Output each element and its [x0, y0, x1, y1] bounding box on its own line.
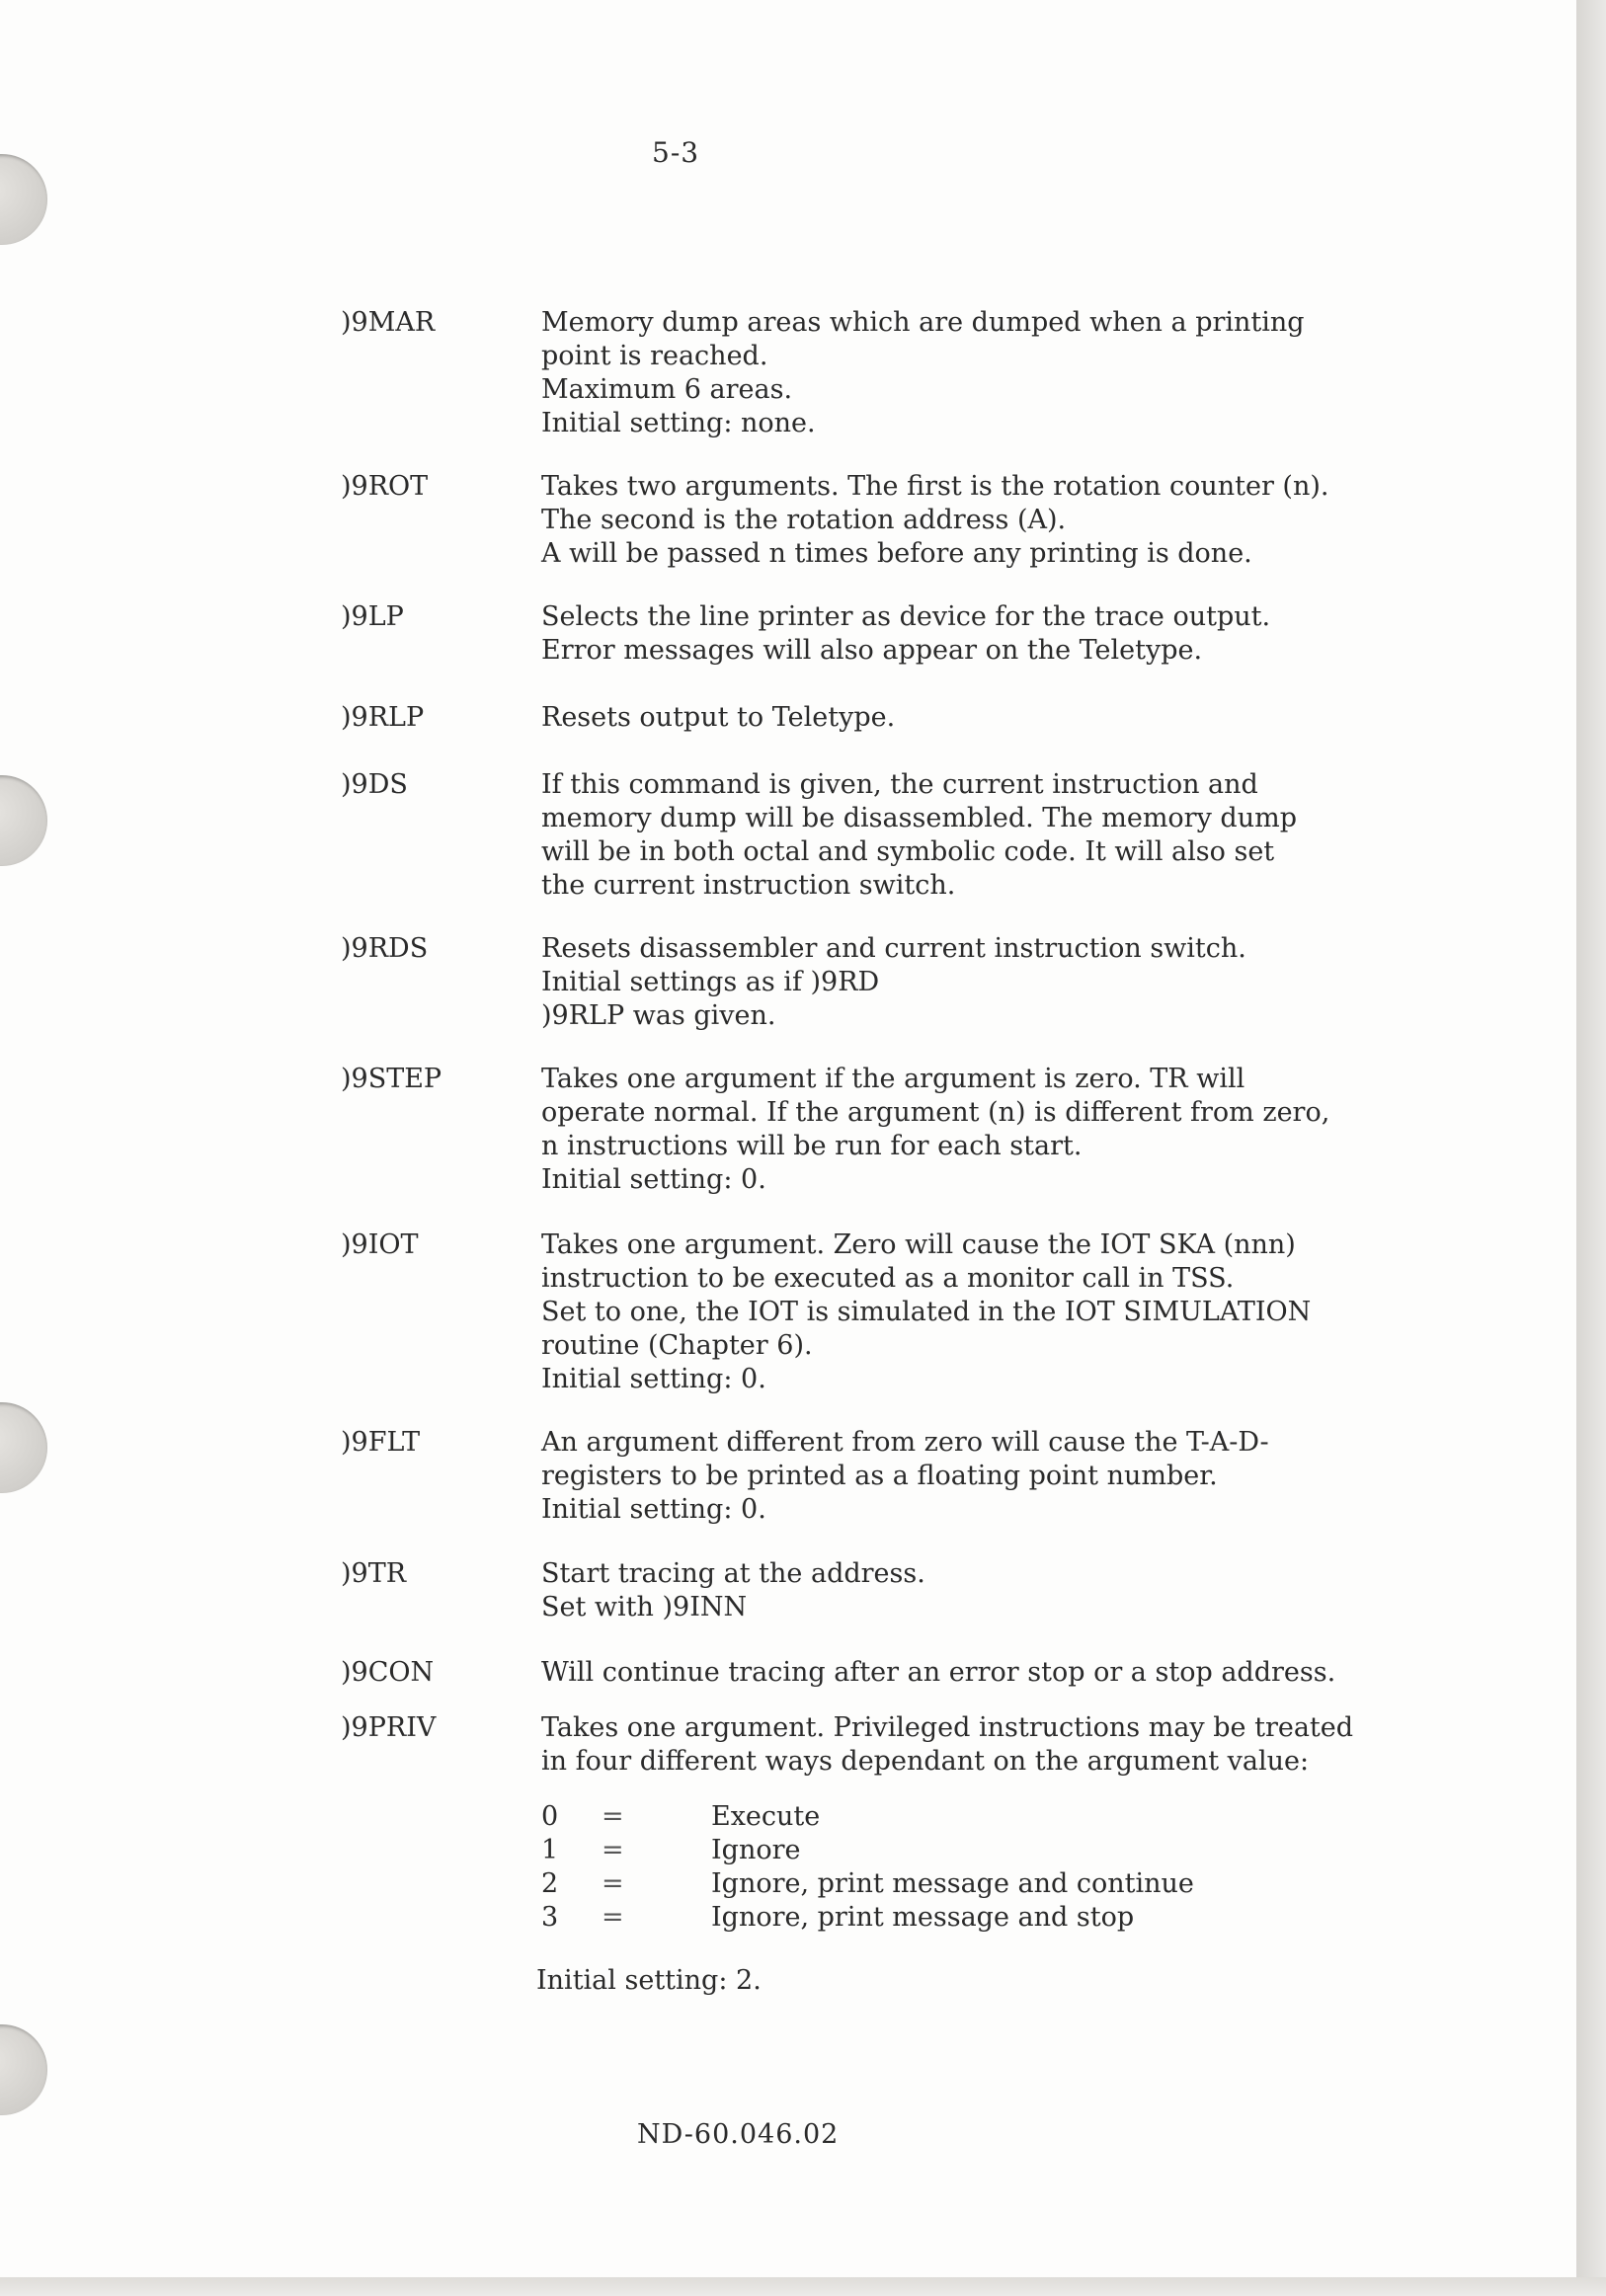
description-line: routine (Chapter 6).: [541, 1330, 813, 1361]
description-line: Takes two arguments. The first is the rotation counter (n).: [541, 471, 1329, 502]
description-line: Resets output to Teletype.: [541, 702, 896, 733]
option-equals: =: [602, 1902, 624, 1933]
description-line: Takes one argument. Privileged instructions may be treated: [541, 1712, 1354, 1743]
command-name: )9MAR: [341, 307, 436, 338]
command-description: [541, 1426, 1450, 1527]
page-bottom-edge: [0, 2277, 1606, 2296]
description-line: Initial setting: 0.: [541, 1494, 766, 1525]
description-line: instruction to be executed as a monitor call in TSS.: [541, 1263, 1235, 1294]
priv-initial-setting: Initial setting: 2.: [536, 1965, 762, 1996]
command-name: )9CON: [341, 1657, 435, 1688]
option-value: 2: [541, 1868, 559, 1899]
description-line: An argument different from zero will cause the T-A-D-: [541, 1427, 1269, 1458]
description-line: Maximum 6 areas.: [541, 374, 793, 405]
description-line: registers to be printed as a floating point number.: [541, 1461, 1218, 1491]
option-description: Ignore, print message and continue: [711, 1868, 1194, 1899]
command-name: )9STEP: [341, 1064, 442, 1094]
command-description: [541, 470, 1450, 571]
description-line: Set with )9INN: [541, 1592, 748, 1623]
description-line: Initial setting: none.: [541, 408, 816, 438]
description-line: Selects the line printer as device for the trace output.: [541, 601, 1271, 632]
command-description: [541, 768, 1450, 903]
description-line: Memory dump areas which are dumped when a printing: [541, 307, 1305, 338]
description-line: Start tracing at the address.: [541, 1558, 925, 1589]
description-line: )9RLP was given.: [541, 1000, 776, 1031]
command-name: )9TR: [341, 1558, 407, 1589]
option-description: Ignore: [711, 1835, 801, 1865]
command-description: [541, 600, 1450, 668]
option-equals: =: [602, 1801, 624, 1832]
command-description: [541, 932, 1450, 1033]
description-line: will be in both octal and symbolic code. It will also set: [541, 836, 1275, 867]
description-line: Will continue tracing after an error stop or a stop address.: [541, 1657, 1336, 1688]
command-name: )9FLT: [341, 1427, 421, 1458]
description-line: Set to one, the IOT is simulated in the IOT SIMULATION: [541, 1297, 1312, 1327]
command-description: [541, 1711, 1450, 1779]
description-line: Takes one argument if the argument is zero. TR will: [541, 1064, 1245, 1094]
command-name: )9PRIV: [341, 1712, 437, 1743]
description-line: Takes one argument. Zero will cause the IOT SKA (nnn): [541, 1229, 1296, 1260]
description-line: Initial setting: 0.: [541, 1364, 766, 1394]
description-line: memory dump will be disassembled. The memory dump: [541, 803, 1297, 833]
command-name: )9IOT: [341, 1229, 419, 1260]
description-line: If this command is given, the current instruction and: [541, 769, 1258, 800]
command-description: [541, 1228, 1450, 1396]
command-description: [541, 1063, 1450, 1197]
description-line: Error messages will also appear on the Teletype.: [541, 635, 1203, 666]
description-line: A will be passed n times before any printing is done.: [541, 538, 1252, 569]
option-value: 1: [541, 1835, 559, 1865]
command-name: )9LP: [341, 601, 404, 632]
option-value: 0: [541, 1801, 559, 1832]
description-line: in four different ways dependant on the argument value:: [541, 1746, 1310, 1777]
description-line: Initial setting: 0.: [541, 1164, 766, 1195]
option-description: Ignore, print message and stop: [711, 1902, 1135, 1933]
command-name: )9ROT: [341, 471, 429, 502]
description-line: the current instruction switch.: [541, 870, 956, 901]
description-line: operate normal. If the argument (n) is different from zero,: [541, 1097, 1330, 1128]
command-name: )9DS: [341, 769, 408, 800]
option-value: 3: [541, 1902, 559, 1933]
description-line: Resets disassembler and current instruction switch.: [541, 933, 1246, 964]
command-description: [541, 1656, 1450, 1690]
option-equals: =: [602, 1835, 624, 1865]
document-footer: ND-60.046.02: [637, 2119, 840, 2150]
command-name: )9RDS: [341, 933, 429, 964]
description-line: point is reached.: [541, 341, 768, 371]
command-name: )9RLP: [341, 702, 425, 733]
description-line: Initial settings as if )9RD: [541, 967, 880, 997]
command-description: [541, 306, 1450, 440]
page-number: 5-3: [652, 136, 700, 169]
command-description: [541, 701, 1450, 735]
option-description: Execute: [711, 1801, 821, 1832]
command-description: [541, 1557, 1450, 1624]
description-line: n instructions will be run for each start.: [541, 1131, 1083, 1161]
option-equals: =: [602, 1868, 624, 1899]
page-edge-shadow: [1576, 0, 1606, 2296]
description-line: The second is the rotation address (A).: [541, 505, 1067, 535]
